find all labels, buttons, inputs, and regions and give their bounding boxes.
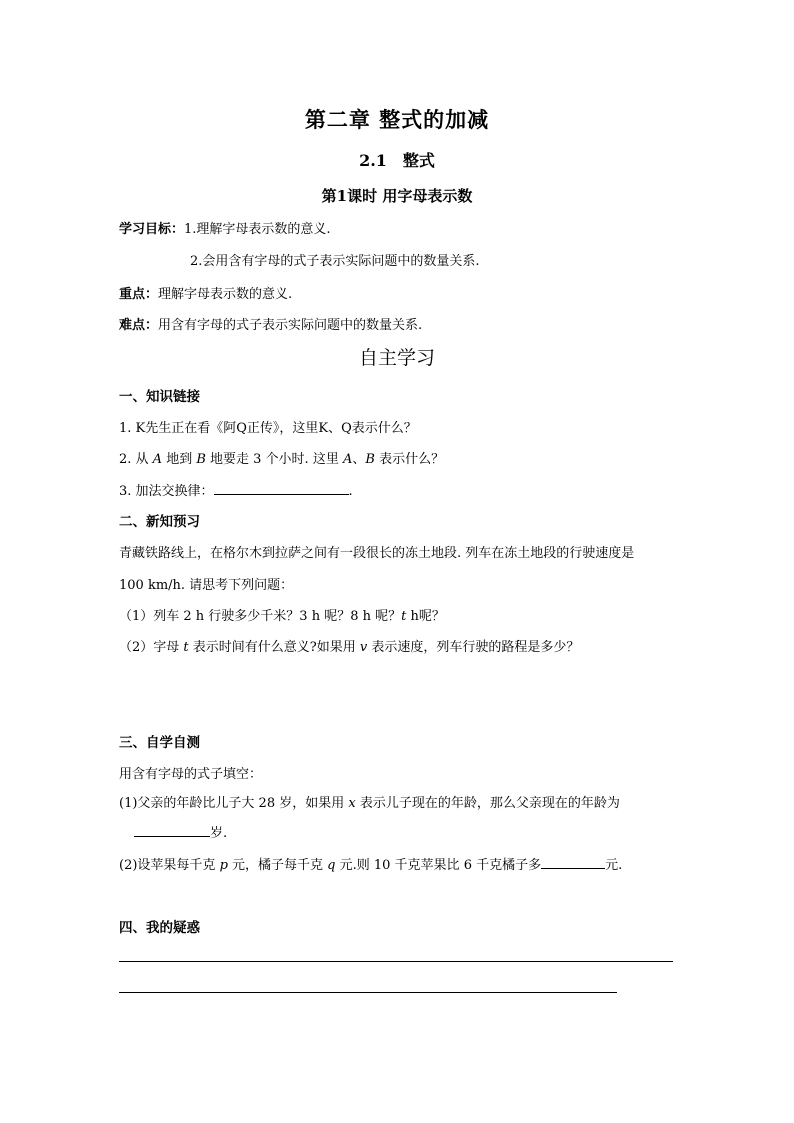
part1-heading: 一、知识链接 [119, 389, 200, 405]
p3q1-text-a: (1)父亲的年龄比儿子大 28 岁，如果用 [119, 796, 349, 811]
q2-text-c: 地要走 3 个小时. 这里 [205, 452, 343, 467]
p3q2-unit: 元. [605, 858, 623, 873]
answer-blank[interactable] [541, 854, 605, 869]
answer-blank[interactable] [214, 480, 349, 495]
var-t: t [401, 609, 407, 624]
p2q1-text-b: h呢？ [406, 609, 445, 624]
part4-heading: 四、我的疑惑 [119, 920, 200, 936]
key-point-text: 理解字母表示数的意义. [158, 287, 293, 302]
part3-question-2 [119, 854, 622, 873]
var-q: q [327, 858, 336, 873]
q2-sep: 、 [352, 452, 366, 467]
part1-question-1: 1. K先生正在看《阿Q正传》，这里K、Q表示什么？ [119, 421, 417, 436]
q2-text-b: 地到 [162, 452, 197, 467]
part2-question-2 [119, 636, 579, 655]
lesson-title: 第1课时 用字母表示数 [321, 187, 473, 205]
q2-text-d: 表示什么？ [374, 452, 445, 467]
section-title: 2.1 整式 [359, 151, 435, 170]
part1-question-2 [119, 448, 444, 467]
answer-blank[interactable] [134, 822, 210, 837]
key-point [119, 283, 292, 302]
difficulty-label: 难点： [119, 318, 159, 333]
p3q1-text-b: 表示儿子现在的年龄，那么父亲现在的年龄为 [355, 796, 620, 811]
var-b: B [196, 452, 206, 467]
p3q1-unit: 岁. [210, 826, 228, 841]
part1-question-3 [119, 480, 353, 499]
part3-question-1-cont [134, 822, 227, 841]
part3-heading: 三、自学自测 [119, 735, 200, 751]
p3q2-text-b: 元，橘子每千克 [227, 858, 328, 873]
q3-end: . [348, 484, 353, 499]
part2-paragraph-line-1: 青藏铁路线上，在格尔木到拉萨之间有一段很长的冻土地段. 列车在冻土地段的行驶速度是 [119, 546, 635, 561]
answer-line-1[interactable] [119, 961, 673, 962]
part2-heading: 二、新知预习 [119, 514, 200, 530]
var-x: x [348, 796, 356, 811]
q2-text-a: 2. 从 [119, 452, 153, 467]
p2q1-text-a: （1）列车 2 h 行驶多少千米？3 h 呢？8 h 呢？ [119, 609, 402, 624]
p2q2-text-a: （2）字母 [119, 640, 184, 655]
difficulty [119, 314, 422, 333]
p2q2-text-c: 表示速度，列车行驶的路程是多少？ [367, 640, 580, 655]
part2-question-1 [119, 605, 445, 624]
var-t-2: t [183, 640, 189, 655]
self-study-title: 自主学习 [358, 347, 435, 369]
key-point-label: 重点： [119, 287, 159, 302]
chapter-title: 第二章 整式的加减 [304, 107, 490, 132]
answer-line-2[interactable] [119, 992, 617, 993]
p2q2-text-b: 表示时间有什么意义?如果用 [188, 640, 360, 655]
p3q2-text-a: (2)设苹果每千克 [119, 858, 220, 873]
var-a-2: A [342, 452, 353, 467]
q3-label: 3. 加法交换律： [119, 484, 214, 499]
objective-2: 2.会用含有字母的式子表示实际问题中的数量关系. [190, 254, 480, 269]
var-v: v [359, 640, 368, 655]
difficulty-text: 用含有字母的式子表示实际问题中的数量关系. [158, 318, 423, 333]
part3-question-1 [119, 792, 620, 811]
var-p: p [219, 858, 228, 873]
var-b-2: B [365, 452, 375, 467]
part3-intro: 用含有字母的式子填空： [119, 767, 263, 782]
var-a: A [152, 452, 163, 467]
part2-paragraph-line-2: 100 km/h. 请思考下列问题： [119, 578, 294, 593]
objectives-label: 学习目标： [119, 222, 185, 237]
objectives-line-1 [119, 218, 331, 237]
p3q2-text-c: 元.则 10 千克苹果比 6 千克橘子多 [335, 858, 542, 873]
objective-1: 1.理解字母表示数的意义. [184, 222, 331, 237]
